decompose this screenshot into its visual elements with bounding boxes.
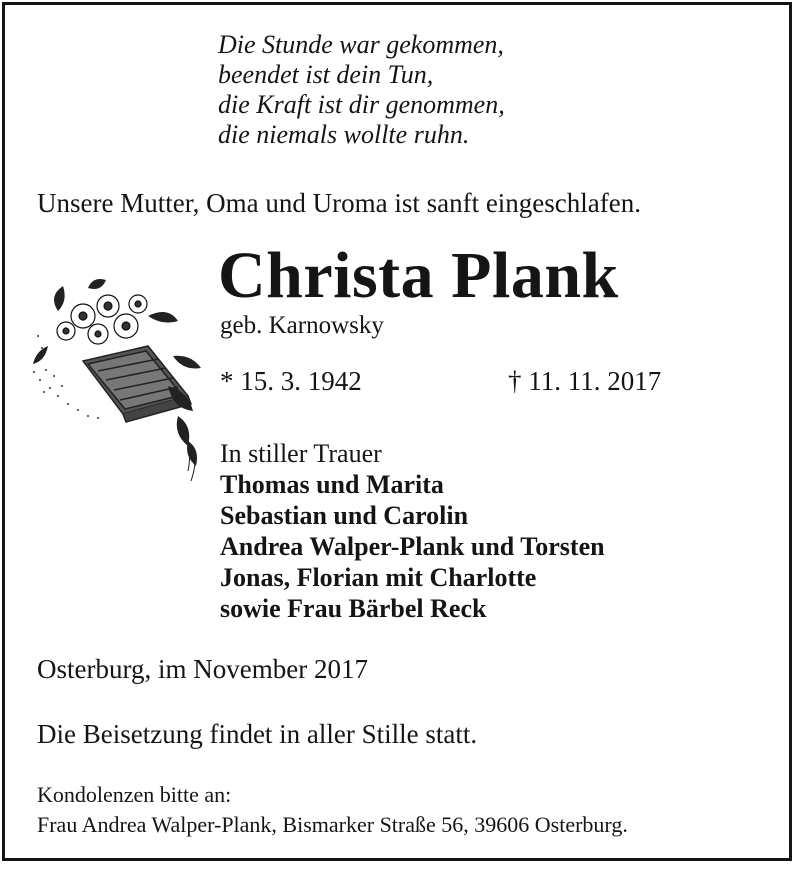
mourner-name: Sebastian und Carolin (220, 501, 469, 530)
intro-text: Unsere Mutter, Oma und Uroma ist sanft eingeschlafen. (37, 188, 641, 218)
mourner-name: sowie Frau Bärbel Reck (220, 594, 487, 623)
poem-line: die Kraft ist dir genommen, (218, 90, 505, 119)
condolence-label: Kondolenzen bitte an: (37, 782, 232, 807)
poem-line: die niemals wollte ruhn. (218, 120, 470, 149)
maiden-name: geb. Karnowsky (220, 312, 384, 339)
poem (218, 30, 505, 150)
place-date: Osterburg, im November 2017 (37, 654, 368, 684)
poem-line: beendet ist dein Tun, (218, 60, 434, 89)
mourner-name: Thomas und Marita (220, 470, 444, 499)
condolence-address: Frau Andrea Walper-Plank, Bismarker Straße 56, 39606 Osterburg. (37, 812, 628, 837)
condolence-block (37, 780, 628, 840)
poem-line: Die Stunde war gekommen, (218, 30, 504, 59)
mourners-heading: In stiller Trauer (220, 439, 382, 468)
funeral-note: Die Beisetzung findet in aller Stille statt. (37, 719, 478, 749)
flower-bouquet-on-book-icon (28, 276, 213, 486)
mourner-name: Jonas, Florian mit Charlotte (220, 563, 537, 592)
mourners-block (220, 438, 605, 624)
mourner-name: Andrea Walper-Plank und Torsten (220, 532, 605, 561)
birth-date: * 15. 3. 1942 (220, 366, 362, 396)
deceased-name: Christa Plank (218, 239, 619, 312)
death-date: † 11. 11. 2017 (508, 366, 662, 396)
